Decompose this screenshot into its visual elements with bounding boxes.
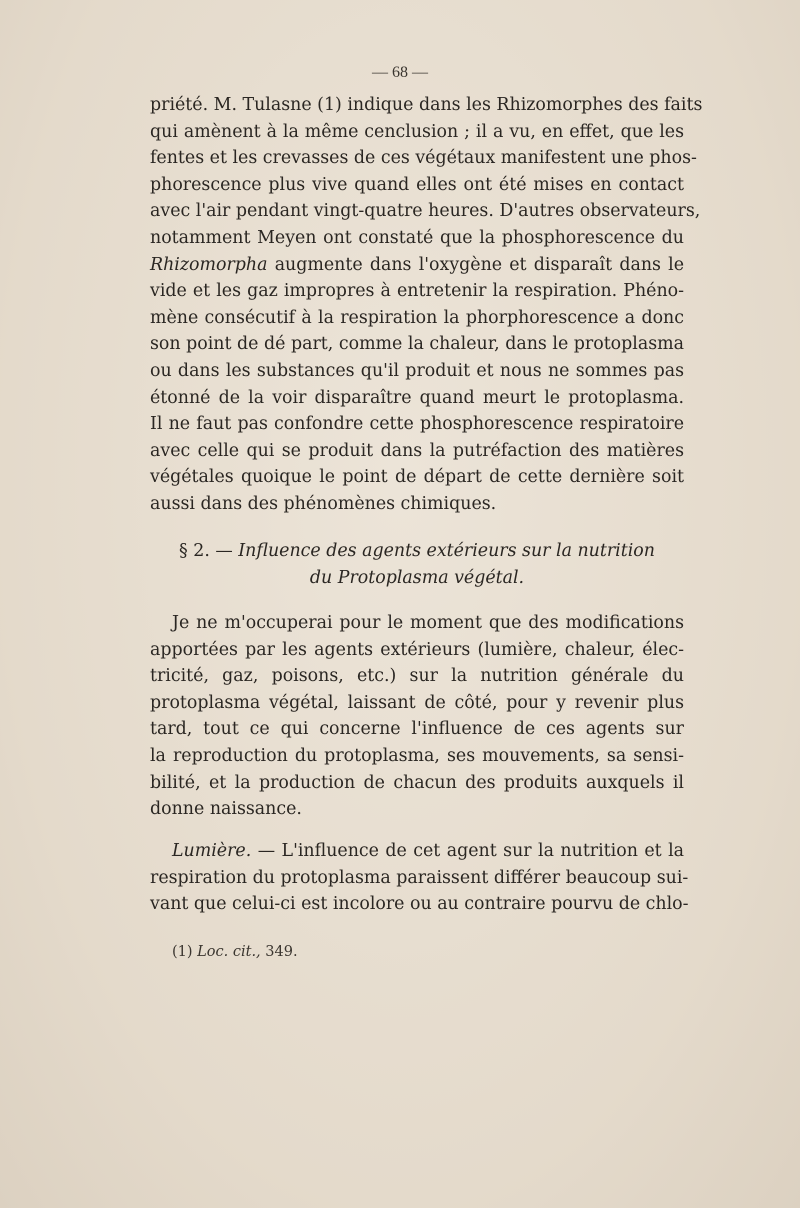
text-line: protoplasma végétal, laissant de côté, pour y revenir plus — [150, 692, 684, 713]
page-number: — 68 — — [372, 64, 428, 81]
text-line: phorescence plus vive quand elles ont été mises en contact — [150, 174, 684, 195]
section-number: § 2. — — [179, 541, 233, 561]
text-fragment: augmente dans l'oxygène et disparaît dans le — [274, 254, 685, 275]
text-line: la reproduction du protoplasma, ses mouvements, sa sensi- — [150, 745, 684, 766]
lumiere-label: Lumière. — [172, 841, 252, 861]
rhizomorpha-italic: Rhizomorpha — [150, 254, 268, 275]
section-heading-line-1 — [150, 538, 684, 565]
text-line: aussi dans des phénomènes chimiques. — [150, 493, 497, 514]
text-line: qui amènent à la même cenclusion ; il a vu, en effet, que les — [150, 121, 684, 142]
text-fragment: — L'influence de cet agent sur la nutrition et la — [257, 841, 685, 861]
text-line: avec l'air pendant vingt-quatre heures. D'autres observateurs, — [150, 201, 701, 222]
text-line-lumiere — [150, 838, 684, 865]
text-line: Je ne m'occuperai pour le moment que des modifications — [172, 613, 684, 633]
text-line: notamment Meyen ont constaté que la phosphorescence du — [150, 227, 684, 248]
text-line: priété. M. Tulasne (1) indique dans les Rhizomorphes des faits — [150, 95, 703, 115]
text-line: étonné de la voir disparaître quand meurt le protoplasma. — [150, 387, 684, 408]
text-line: ou dans les substances qu'il produit et nous ne sommes pas — [150, 360, 684, 381]
text-line: tricité, gaz, poisons, etc.) sur la nutrition générale du — [150, 666, 684, 687]
text-line: donne naissance. — [150, 799, 302, 820]
text-line: avec celle qui se produit dans la putréfaction des matières — [150, 440, 684, 461]
footnote — [172, 944, 298, 960]
section-heading-line-2 — [150, 565, 684, 592]
section-title-1: Influence des agents extérieurs sur la nutrition — [238, 541, 655, 561]
text-line: tard, tout ce qui concerne l'influence de ces agents sur — [150, 719, 684, 740]
text-line: vant que celui-ci est incolore ou au contraire pourvu de chlo- — [150, 894, 689, 915]
footnote-ref: Loc. cit., — [197, 944, 261, 960]
text-line: fentes et les crevasses de ces végétaux manifestent une phos- — [150, 148, 697, 169]
section-heading — [150, 538, 684, 591]
text-line-rhizomorpha — [150, 252, 684, 279]
text-line: respiration du protoplasma paraissent différer beaucoup sui- — [150, 867, 689, 888]
text-line: végétales quoique le point de départ de cette dernière soit — [150, 467, 684, 488]
footnote-page: 349. — [265, 944, 298, 960]
text-line: bilité, et la production de chacun des produits auxquels il — [150, 772, 684, 793]
text-line: Il ne faut pas confondre cette phosphorescence respiratoire — [150, 414, 684, 435]
text-line: son point de dé part, comme la chaleur, dans le protoplasma — [150, 334, 684, 355]
section-title-2: du Protoplasma végétal. — [309, 567, 525, 588]
paragraph-1 — [150, 92, 703, 518]
text-line: vide et les gaz impropres à entretenir la respiration. Phéno- — [150, 281, 684, 302]
text-line: apportées par les agents extérieurs (lumière, chaleur, élec- — [150, 639, 684, 660]
paragraph-3 — [150, 838, 689, 918]
text-line: mène consécutif à la respiration la phorphorescence a donc — [150, 307, 684, 328]
footnote-number: (1) — [172, 944, 193, 960]
paragraph-2 — [150, 610, 684, 823]
